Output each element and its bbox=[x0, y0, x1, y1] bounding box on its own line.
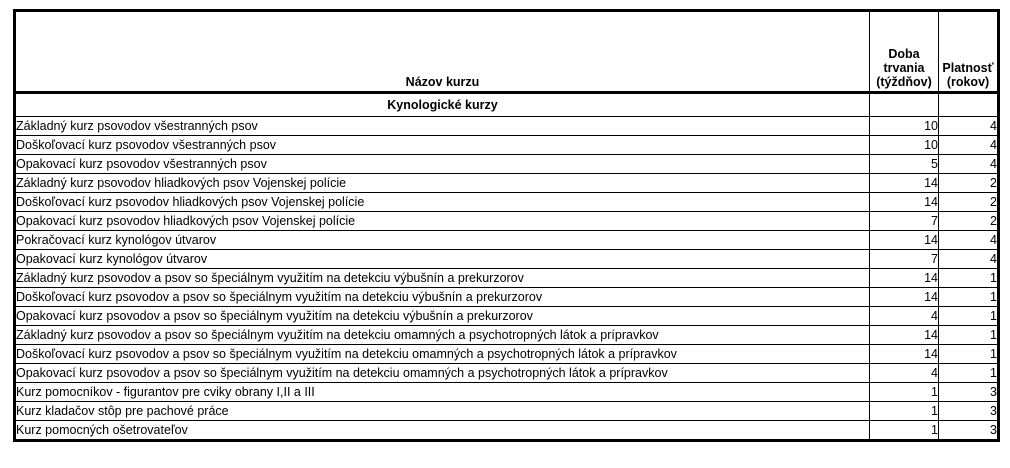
cell-validity: 4 bbox=[939, 231, 999, 250]
table-row bbox=[15, 174, 999, 193]
cell-duration: 10 bbox=[870, 117, 939, 136]
table-row bbox=[15, 288, 999, 307]
table-row bbox=[15, 402, 999, 421]
cell-validity: 2 bbox=[939, 174, 999, 193]
cell-course-name: Základný kurz psovodov hliadkových psov Vojenskej polície bbox=[15, 174, 870, 193]
table-row bbox=[15, 307, 999, 326]
cell-validity: 1 bbox=[939, 288, 999, 307]
table-row bbox=[15, 421, 999, 441]
cell-duration: 10 bbox=[870, 136, 939, 155]
cell-course-name: Základný kurz psovodov a psov so špeciálnym využitím na detekciu omamných a psychotropných látok a prípravkov bbox=[15, 326, 870, 345]
cell-duration: 14 bbox=[870, 288, 939, 307]
cell-course-name: Opakovací kurz psovodov všestranných psov bbox=[15, 155, 870, 174]
cell-validity: 1 bbox=[939, 364, 999, 383]
table-row bbox=[15, 136, 999, 155]
column-header-name: Názov kurzu bbox=[15, 11, 870, 93]
cell-validity: 3 bbox=[939, 383, 999, 402]
cell-validity: 1 bbox=[939, 345, 999, 364]
section-title: Kynologické kurzy bbox=[15, 93, 870, 117]
table-row bbox=[15, 155, 999, 174]
cell-validity: 2 bbox=[939, 212, 999, 231]
cell-course-name: Kurz pomocníkov - figurantov pre cviky obrany I,II a III bbox=[15, 383, 870, 402]
table-row bbox=[15, 269, 999, 288]
cell-course-name: Doškoľovací kurz psovodov hliadkových psov Vojenskej polície bbox=[15, 193, 870, 212]
cell-course-name: Doškoľovací kurz psovodov všestranných psov bbox=[15, 136, 870, 155]
table-row bbox=[15, 250, 999, 269]
cell-course-name: Opakovací kurz psovodov hliadkových psov Vojenskej polície bbox=[15, 212, 870, 231]
cell-duration: 14 bbox=[870, 231, 939, 250]
cell-course-name: Základný kurz psovodov všestranných psov bbox=[15, 117, 870, 136]
cell-validity: 1 bbox=[939, 269, 999, 288]
column-header-duration-line2: trvania bbox=[883, 61, 925, 75]
table-row bbox=[15, 117, 999, 136]
column-header-duration bbox=[870, 11, 939, 93]
cell-validity: 3 bbox=[939, 402, 999, 421]
cell-validity: 2 bbox=[939, 193, 999, 212]
cell-course-name: Opakovací kurz psovodov a psov so špeciálnym využitím na detekciu výbušnín a prekurzorov bbox=[15, 307, 870, 326]
column-header-duration-line3: (týždňov) bbox=[876, 75, 932, 89]
cell-duration: 5 bbox=[870, 155, 939, 174]
section-duration-blank bbox=[870, 93, 939, 117]
cell-duration: 7 bbox=[870, 212, 939, 231]
cell-validity: 4 bbox=[939, 155, 999, 174]
column-header-duration-line1: Doba bbox=[888, 47, 920, 61]
cell-duration: 14 bbox=[870, 174, 939, 193]
cell-validity: 4 bbox=[939, 117, 999, 136]
section-validity-blank bbox=[939, 93, 999, 117]
cell-validity: 1 bbox=[939, 307, 999, 326]
cell-duration: 1 bbox=[870, 421, 939, 441]
table-row bbox=[15, 345, 999, 364]
table-body bbox=[15, 93, 999, 441]
section-header-row bbox=[15, 93, 999, 117]
course-table-container bbox=[13, 9, 997, 442]
cell-course-name: Opakovací kurz psovodov a psov so špeciálnym využitím na detekciu omamných a psychotropných látok a prípravkov bbox=[15, 364, 870, 383]
column-header-validity-line1: Platnosť bbox=[942, 61, 994, 75]
header-row bbox=[15, 11, 999, 93]
cell-course-name: Opakovací kurz kynológov útvarov bbox=[15, 250, 870, 269]
cell-course-name: Doškoľovací kurz psovodov a psov so špeciálnym využitím na detekciu omamných a psychotropných látok a prípravkov bbox=[15, 345, 870, 364]
table-row bbox=[15, 231, 999, 250]
column-header-validity bbox=[939, 11, 999, 93]
cell-duration: 4 bbox=[870, 307, 939, 326]
cell-course-name: Kurz kladačov stôp pre pachové práce bbox=[15, 402, 870, 421]
cell-course-name: Kurz pomocných ošetrovateľov bbox=[15, 421, 870, 441]
table-header bbox=[15, 11, 999, 93]
cell-duration: 1 bbox=[870, 402, 939, 421]
cell-validity: 1 bbox=[939, 326, 999, 345]
cell-course-name: Pokračovací kurz kynológov útvarov bbox=[15, 231, 870, 250]
column-header-validity-line2: (rokov) bbox=[946, 75, 990, 89]
course-table bbox=[13, 9, 1000, 442]
table-row bbox=[15, 383, 999, 402]
cell-duration: 14 bbox=[870, 193, 939, 212]
cell-duration: 14 bbox=[870, 326, 939, 345]
cell-duration: 7 bbox=[870, 250, 939, 269]
cell-duration: 1 bbox=[870, 383, 939, 402]
cell-duration: 4 bbox=[870, 364, 939, 383]
cell-duration: 14 bbox=[870, 269, 939, 288]
table-row bbox=[15, 364, 999, 383]
cell-validity: 3 bbox=[939, 421, 999, 441]
table-row bbox=[15, 212, 999, 231]
cell-validity: 4 bbox=[939, 136, 999, 155]
table-row bbox=[15, 326, 999, 345]
cell-course-name: Doškoľovací kurz psovodov a psov so špeciálnym využitím na detekciu výbušnín a prekurzorov bbox=[15, 288, 870, 307]
cell-duration: 14 bbox=[870, 345, 939, 364]
table-row bbox=[15, 193, 999, 212]
cell-course-name: Základný kurz psovodov a psov so špeciálnym využitím na detekciu výbušnín a prekurzorov bbox=[15, 269, 870, 288]
cell-validity: 4 bbox=[939, 250, 999, 269]
